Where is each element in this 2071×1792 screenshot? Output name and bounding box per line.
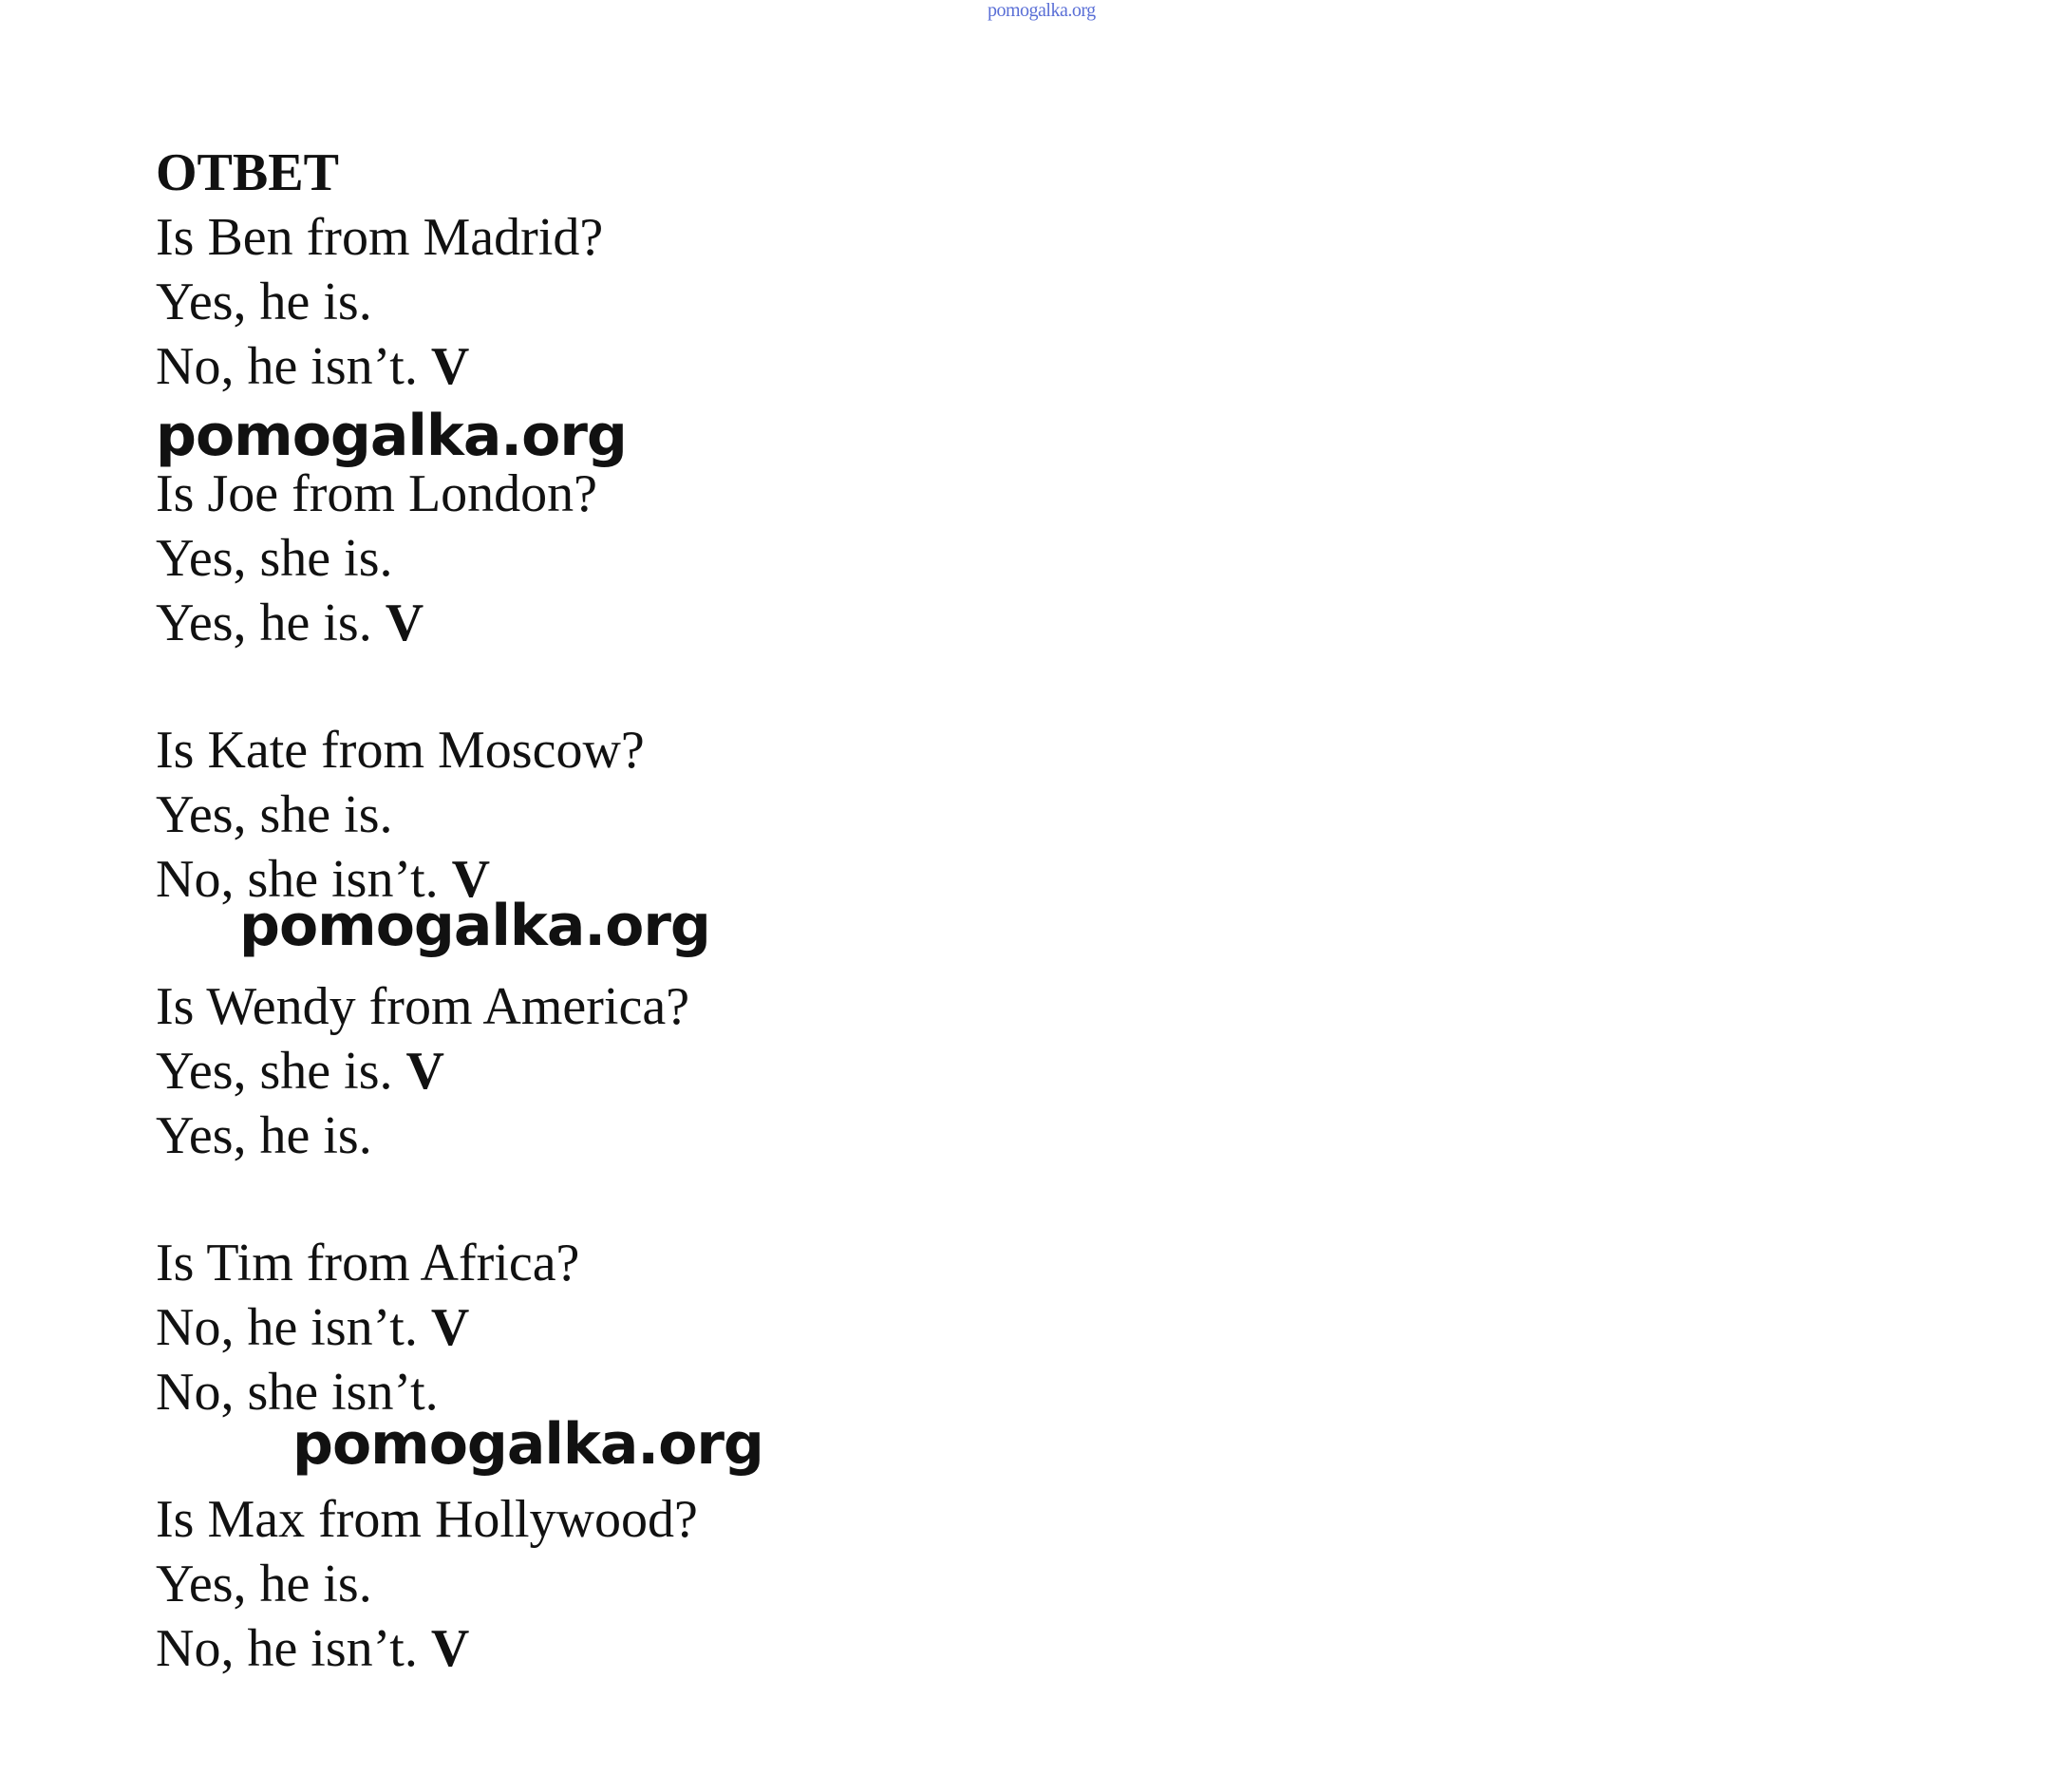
check-mark: V xyxy=(405,1042,444,1101)
answer-3a: Yes, she is. xyxy=(156,785,393,844)
watermark-1: pomogalka.org xyxy=(156,403,627,469)
answer-6a: Yes, he is. xyxy=(156,1555,372,1613)
answer-1b: No, he isn’t. V xyxy=(156,337,470,396)
check-mark: V xyxy=(430,1619,470,1678)
answer-6b: No, he isn’t. V xyxy=(156,1619,470,1678)
answer-5a: No, he isn’t. V xyxy=(156,1298,470,1357)
question-6: Is Max from Hollywood? xyxy=(156,1490,698,1549)
answer-5b: No, she isn’t. xyxy=(156,1363,439,1422)
answer-2b: Yes, he is. V xyxy=(156,594,424,652)
question-5: Is Tim from Africa? xyxy=(156,1234,580,1292)
answer-4a: Yes, she is. V xyxy=(156,1042,444,1101)
answer-3b: No, she isn’t. V xyxy=(156,850,491,909)
answer-2a: Yes, she is. xyxy=(156,529,393,588)
question-4: Is Wendy from America? xyxy=(156,977,690,1036)
question-2: Is Joe from London? xyxy=(156,464,598,523)
question-3: Is Kate from Moscow? xyxy=(156,721,645,780)
answer-4b: Yes, he is. xyxy=(156,1106,372,1165)
answer-heading: ОТВЕТ xyxy=(156,143,339,202)
top-watermark: pomogalka.org xyxy=(988,0,1096,21)
check-mark: V xyxy=(385,594,424,652)
answer-1a: Yes, he is. xyxy=(156,273,372,331)
watermark-2: pomogalka.org xyxy=(239,893,710,959)
check-mark: V xyxy=(430,1298,470,1357)
check-mark: V xyxy=(451,850,491,909)
watermark-3: pomogalka.org xyxy=(292,1411,763,1478)
question-1: Is Ben from Madrid? xyxy=(156,208,604,267)
check-mark: V xyxy=(430,337,470,396)
